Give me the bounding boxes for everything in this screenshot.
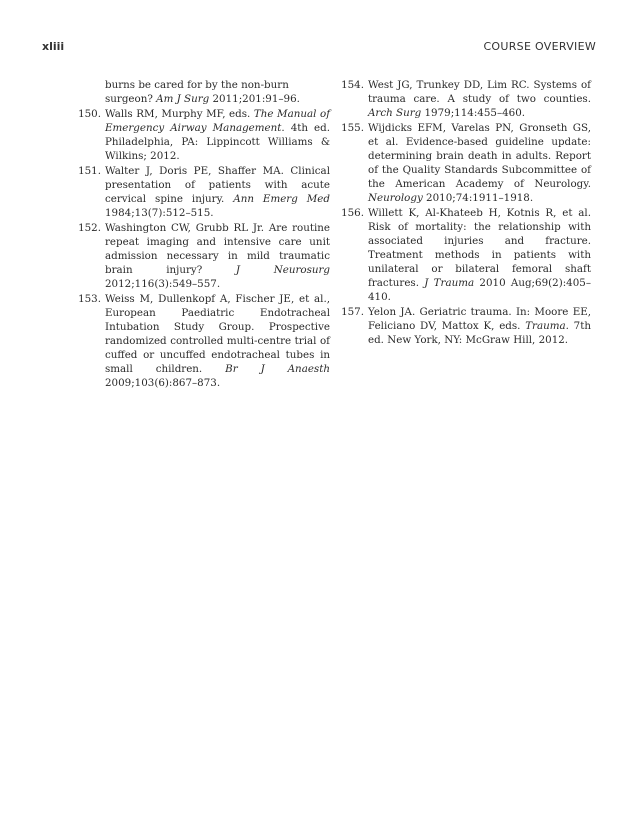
reference-154 — [339, 78, 591, 120]
reference-text: burns be cared for by the non-burn surgeon? — [105, 79, 289, 105]
reference-text: Willett K, Al-Khateeb H, Kotnis R, et al. Risk of mortality: the relationship with associated injuries and fracture. Treatment methods in patients with unilateral or bilateral femoral shaft fractures. — [368, 207, 591, 289]
reference-journal: J Trauma — [424, 277, 475, 289]
reference-number: 155. — [341, 122, 364, 134]
right-column — [339, 78, 591, 348]
page-number: xliii — [42, 40, 65, 53]
reference-journal: Ann Emerg Med — [233, 193, 330, 205]
reference-journal: Am J Surg — [156, 93, 210, 105]
reference-text: Washington CW, Grubb RL Jr. Are routine repeat imaging and intensive care unit admission necessary in mild traumatic brain injury? — [105, 222, 330, 276]
reference-citation: . 7th ed. New York, NY: McGraw Hill, 2012. — [368, 320, 591, 346]
reference-number: 150. — [78, 108, 101, 120]
reference-157 — [339, 305, 591, 347]
reference-citation: 1984;13(7):512–515. — [105, 207, 214, 219]
reference-150 — [76, 107, 330, 163]
reference-journal: Neurology — [368, 192, 423, 204]
reference-number: 156. — [341, 207, 364, 219]
reference-number: 151. — [78, 165, 101, 177]
reference-continuation — [76, 78, 330, 106]
reference-156 — [339, 206, 591, 304]
reference-number: 157. — [341, 306, 364, 318]
reference-number: 152. — [78, 222, 101, 234]
reference-155 — [339, 121, 591, 205]
reference-citation: 2009;103(6):867–873. — [105, 377, 221, 389]
reference-citation: 2010 Aug;69(2):405–410. — [368, 277, 591, 303]
reference-journal: Arch Surg — [368, 107, 422, 119]
reference-citation: . 4th ed. Philadelphia, PA: Lippincott Williams & Wilkins; 2012. — [105, 122, 330, 162]
reference-citation: 1979;114:455–460. — [421, 107, 526, 119]
reference-journal: The Manual of Emergency Airway Management — [105, 108, 331, 134]
reference-number: 154. — [341, 79, 364, 91]
reference-152 — [76, 221, 330, 291]
reference-journal: Br J Anaesth — [225, 363, 330, 375]
reference-journal: J Neurosurg — [235, 264, 330, 276]
section-title: COURSE OVERVIEW — [483, 40, 596, 53]
reference-citation: 2012;116(3):549–557. — [105, 278, 221, 290]
reference-text: Wijdicks EFM, Varelas PN, Gronseth GS, et al. Evidence-based guideline update: determining brain death in adults. Report of the Quality Standards Subcommittee of the American Academy of Neurology. — [368, 122, 591, 190]
reference-153 — [76, 292, 330, 390]
reference-journal: Trauma — [525, 320, 566, 332]
reference-text: West JG, Trunkey DD, Lim RC. Systems of trauma care. A study of two counties. — [368, 79, 591, 105]
reference-citation: 2010;74:1911–1918. — [422, 192, 534, 204]
reference-text: Walls RM, Murphy MF, eds. — [105, 108, 254, 120]
page-header — [42, 40, 596, 56]
reference-citation: 2011;201:91–96. — [209, 93, 300, 105]
reference-text: Yelon JA. Geriatric trauma. In: Moore EE, Feliciano DV, Mattox K, eds. — [368, 306, 591, 332]
reference-151 — [76, 164, 330, 220]
reference-text: Weiss M, Dullenkopf A, Fischer JE, et al., European Paediatric Endotracheal Intubation Study Group. Prospective randomized controlled multi-centre trial of cuffed or uncuffed endotracheal tubes in small children. — [105, 293, 330, 375]
left-column — [76, 78, 330, 391]
reference-text: Walter J, Doris PE, Shaffer MA. Clinical presentation of patients with acute cervical spine injury. — [105, 165, 330, 205]
reference-number: 153. — [78, 293, 101, 305]
